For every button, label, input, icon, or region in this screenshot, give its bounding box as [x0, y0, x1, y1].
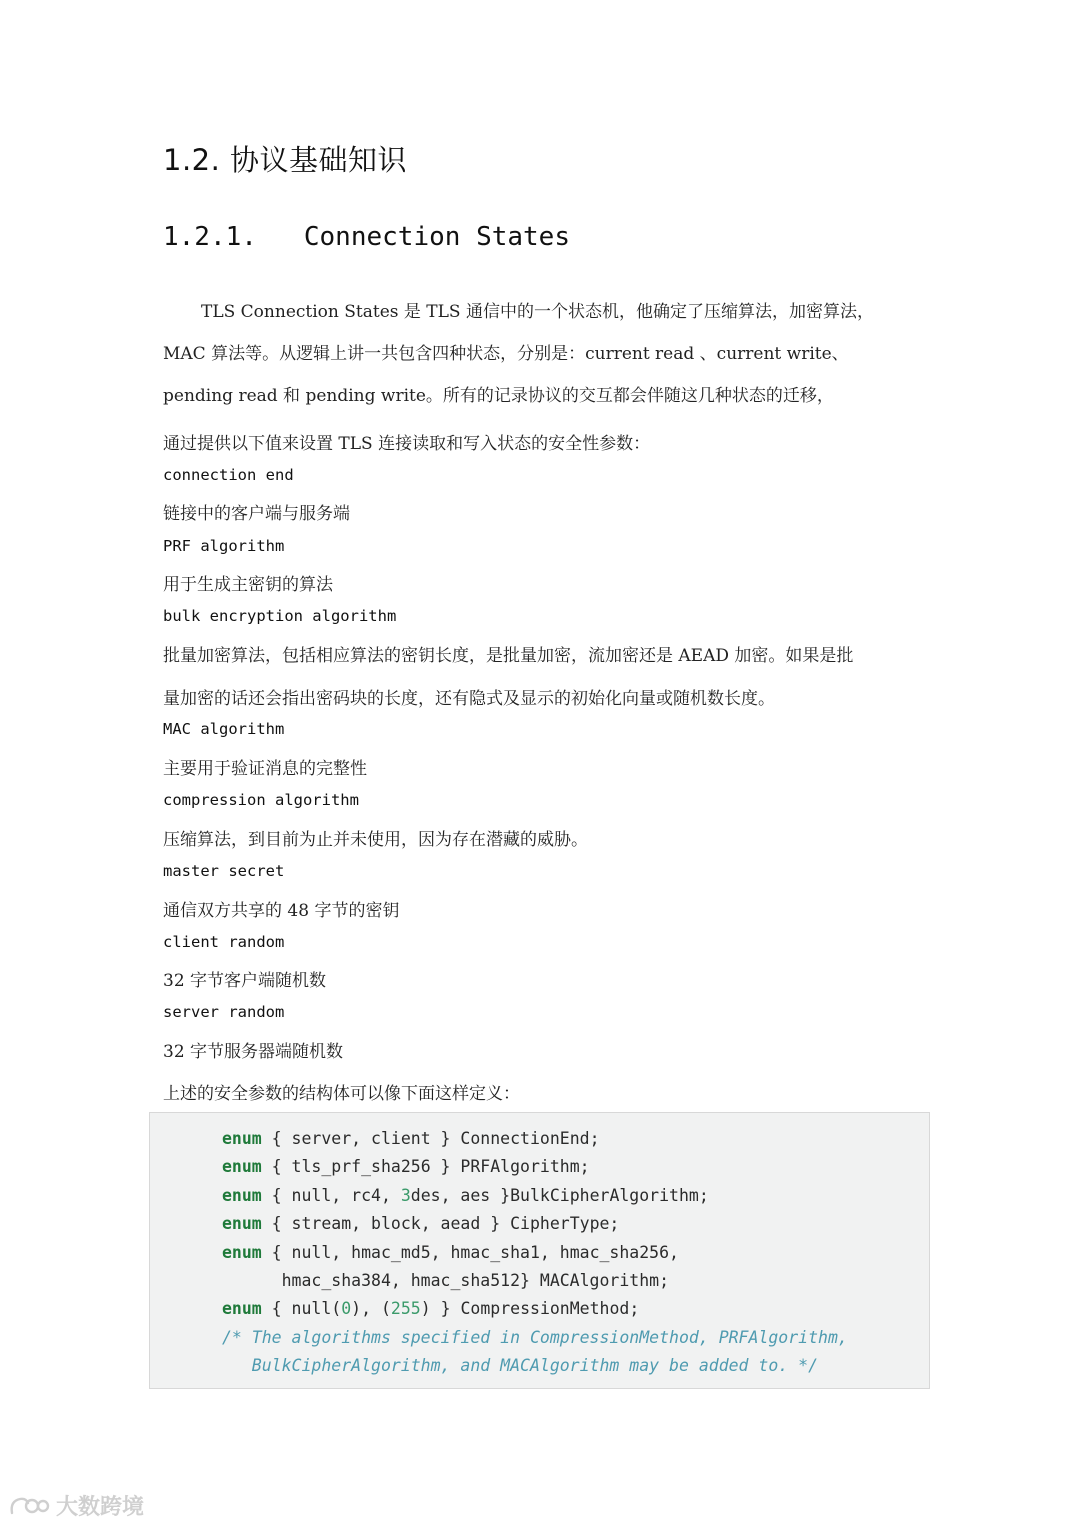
code-comment: /* The algorithms specified in CompressionMethod, PRFAlgorithm,: [222, 1327, 848, 1347]
code-line: { null, rc4,: [261, 1185, 401, 1205]
code-intro: 上述的安全参数的结构体可以像下面这样定义：: [163, 1084, 520, 1104]
param-term-server-random: server random: [163, 1003, 285, 1021]
code-number: 3: [400, 1185, 411, 1205]
param-term-master-secret: master secret: [163, 862, 285, 880]
code-line: { server, client } ConnectionEnd;: [261, 1129, 600, 1148]
code-keyword: enum: [222, 1157, 262, 1177]
subsection-heading: 1.2.1. Connection States: [163, 222, 570, 252]
param-desc-client-random: 32 字节客户端随机数: [163, 971, 327, 991]
param-desc-bulk-encryption: 批量加密算法，包括相应算法的密钥长度，是批量加密，流加密还是 AEAD 加密。如果是批: [163, 646, 854, 666]
code-keyword: enum: [222, 1299, 262, 1319]
param-desc-server-random: 32 字节服务器端随机数: [163, 1042, 344, 1062]
code-line: { null(: [261, 1299, 342, 1319]
code-line: { stream, block, aead } CipherType;: [261, 1214, 620, 1234]
intro-line-4: 通过提供以下值来设置 TLS 连接读取和写入状态的安全性参数：: [163, 434, 651, 454]
param-term-bulk-encryption: bulk encryption algorithm: [163, 607, 397, 625]
intro-paragraph: [163, 291, 923, 417]
watermark-logo-icon: [8, 1493, 50, 1519]
section-heading: 1.2. 协议基础知识: [163, 143, 408, 177]
param-desc-compression: 压缩算法，到目前为止并未使用，因为存在潜藏的威胁。: [163, 830, 588, 850]
code-keyword: enum: [222, 1185, 262, 1205]
param-desc-connection-end: 链接中的客户端与服务端: [163, 504, 350, 524]
intro-line-2: MAC 算法等。从逻辑上讲一共包含四种状态，分别是：current read 、current write、: [163, 344, 849, 364]
code-line: { tls_prf_sha256 } PRFAlgorithm;: [261, 1157, 590, 1177]
code-number: 0: [341, 1299, 352, 1319]
code-keyword: enum: [222, 1129, 262, 1148]
intro-line-3: pending read 和 pending write。所有的记录协议的交互都会伴随这几种状态的迁移，: [163, 386, 834, 406]
code-keyword: enum: [222, 1242, 262, 1262]
code-comment: BulkCipherAlgorithm, and MACAlgorithm may be added to. */: [222, 1356, 819, 1376]
code-line: ) } CompressionMethod;: [420, 1299, 640, 1319]
param-term-client-random: client random: [163, 933, 285, 951]
code-keyword: enum: [222, 1214, 262, 1234]
param-term-mac-algorithm: MAC algorithm: [163, 720, 285, 738]
watermark: [8, 1490, 144, 1521]
intro-line-1: TLS Connection States 是 TLS 通信中的一个状态机，他确定了压缩算法，加密算法，: [201, 302, 874, 322]
code-number: 255: [390, 1299, 421, 1319]
watermark-text: 大数跨境: [56, 1495, 145, 1520]
code-line: des, aes }BulkCipherAlgorithm;: [410, 1185, 709, 1205]
code-block: [149, 1112, 930, 1389]
code-line: { null, hmac_md5, hmac_sha1, hmac_sha256,: [261, 1242, 679, 1262]
param-desc-master-secret: 通信双方共享的 48 字节的密钥: [163, 901, 400, 921]
param-desc-mac-algorithm: 主要用于验证消息的完整性: [163, 759, 367, 779]
param-desc-prf-algorithm: 用于生成主密钥的算法: [163, 575, 333, 595]
code-listing: [222, 1125, 848, 1381]
code-line: ), (: [351, 1299, 391, 1319]
param-term-prf-algorithm: PRF algorithm: [163, 537, 285, 555]
param-term-connection-end: connection end: [163, 466, 294, 484]
param-term-compression: compression algorithm: [163, 791, 359, 809]
param-desc-bulk-encryption-cont: 量加密的话还会指出密码块的长度，还有隐式及显示的初始化向量或随机数长度。: [163, 689, 775, 709]
code-line: hmac_sha384, hmac_sha512} MACAlgorithm;: [222, 1271, 670, 1291]
